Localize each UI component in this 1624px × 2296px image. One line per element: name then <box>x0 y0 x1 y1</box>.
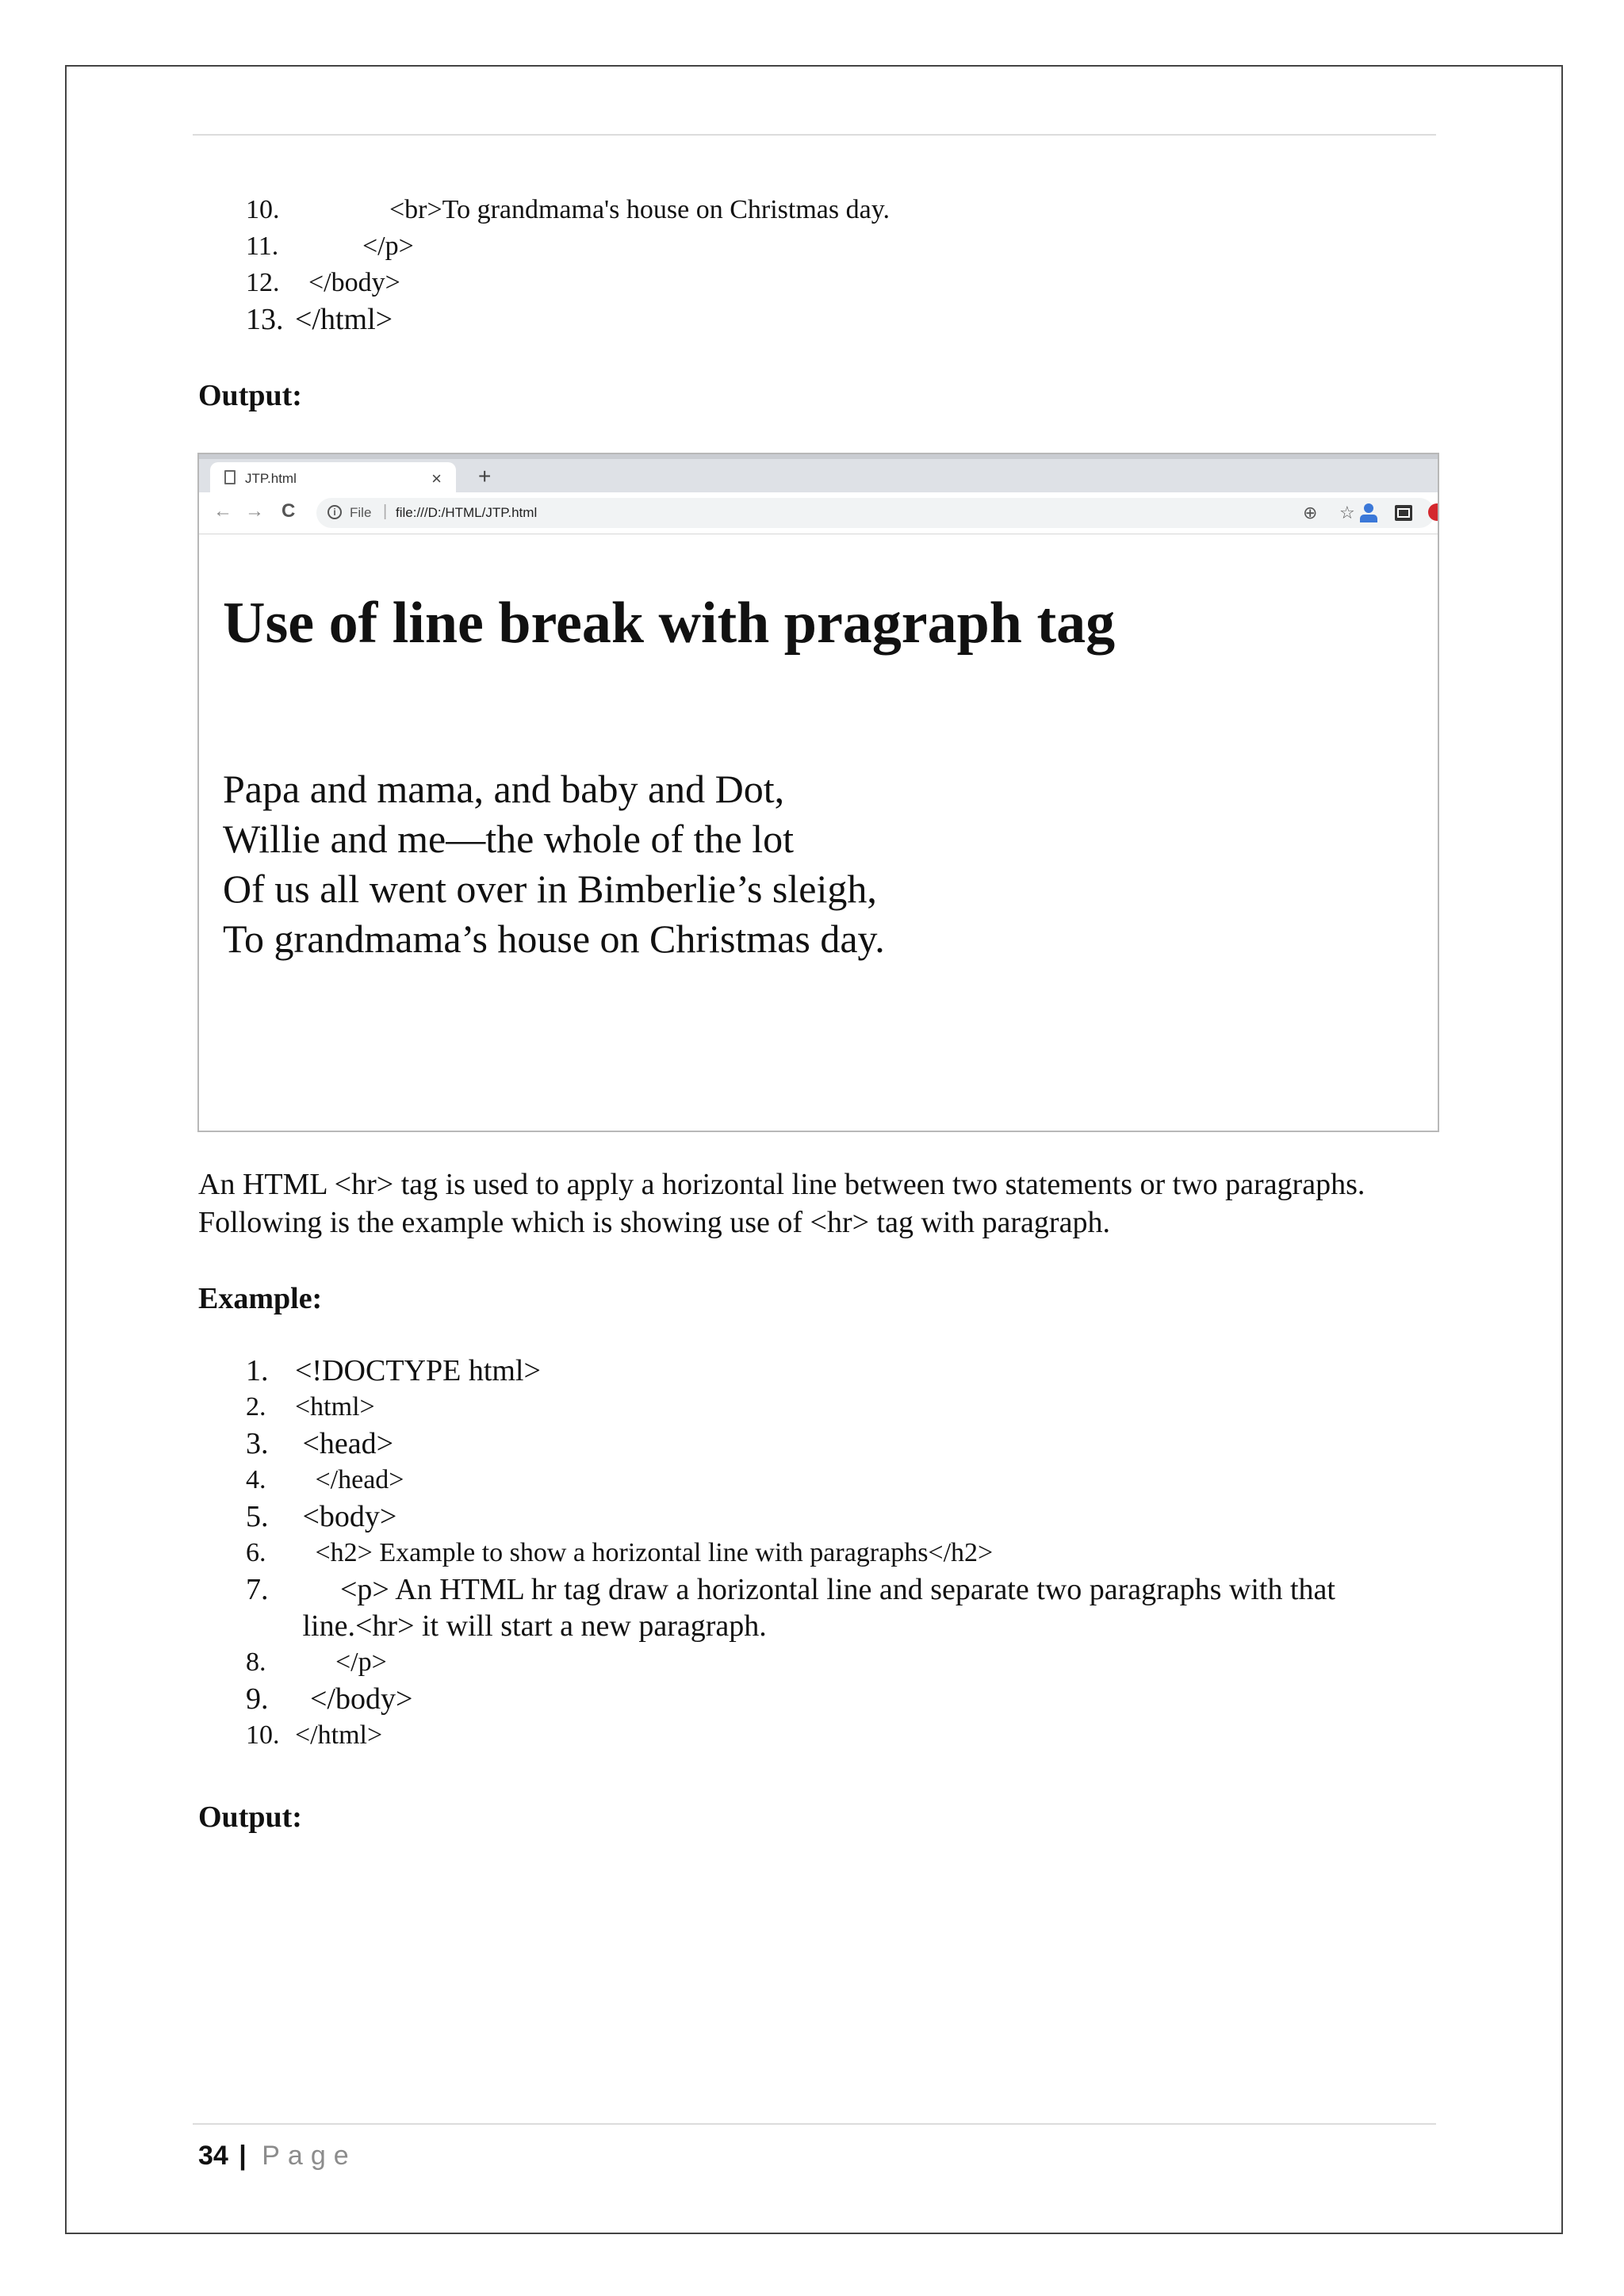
code-text: <h2> Example to show a horizontal line with paragraphs</h2> <box>295 1538 994 1567</box>
output-heading: Output: <box>198 379 302 412</box>
line-number: 5. <box>246 1500 269 1533</box>
poem-line: Of us all went over in Bimberlie’s sleigh, <box>223 867 877 911</box>
tab-strip <box>199 454 1438 492</box>
page-number: 34 <box>198 2141 228 2171</box>
code-text: <head> <box>295 1427 394 1460</box>
poem-line: Willie and me—the whole of the lot <box>223 817 795 861</box>
zoom-icon[interactable]: ⊕ <box>1303 503 1318 522</box>
code-line <box>246 1389 1335 1425</box>
mail-extension-icon[interactable] <box>1395 505 1412 521</box>
code-text: </head> <box>295 1465 404 1494</box>
line-number: 12. <box>246 268 280 297</box>
new-tab-button[interactable]: + <box>478 464 492 488</box>
back-arrow-icon[interactable]: ← <box>213 500 232 522</box>
code-text: <br>To grandmama's house on Christmas day. <box>295 195 891 224</box>
code-text: <body> <box>295 1500 397 1533</box>
browser-viewport <box>199 534 1438 1131</box>
line-number: 8. <box>246 1647 266 1677</box>
code-line <box>246 1608 1335 1644</box>
line-number: 1. <box>246 1354 269 1387</box>
code-text: </body> <box>295 1682 413 1716</box>
footer-rule <box>193 2123 1436 2125</box>
reload-icon[interactable]: C <box>282 500 296 522</box>
code-text: </body> <box>295 268 400 297</box>
code-line <box>246 1462 1335 1498</box>
footer-separator: | <box>239 2141 247 2171</box>
line-number: 10. <box>246 1720 280 1750</box>
code-text: </p> <box>295 1647 387 1677</box>
line-number: 13. <box>246 303 284 336</box>
code-line <box>246 1644 1335 1681</box>
code-line <box>246 192 890 228</box>
info-icon[interactable]: i <box>327 505 342 519</box>
code-line <box>246 228 890 265</box>
browser-toolbar <box>199 492 1438 534</box>
line-number: 10. <box>246 195 280 224</box>
code-line <box>246 301 890 338</box>
line-number: 9. <box>246 1682 269 1716</box>
line-number: 11. <box>246 232 279 261</box>
line-number: 7. <box>246 1573 269 1606</box>
hr-description: An HTML <hr> tag is used to apply a horizontal line between two statements or two paragraphs. Following is the example which is showing use of <hr> tag with paragraph. <box>198 1168 1365 1239</box>
line-number: 2. <box>246 1392 266 1422</box>
page-footer <box>198 2141 357 2172</box>
page-label: Page <box>262 2141 357 2171</box>
example-code-listing <box>246 1353 1335 1754</box>
url-separator: | <box>383 503 388 520</box>
line-number: 6. <box>246 1538 266 1567</box>
code-text: </html> <box>295 1720 383 1750</box>
code-line <box>246 1535 1335 1571</box>
rendered-heading: Use of line break with pragraph tag <box>223 591 1116 656</box>
browser-screenshot <box>197 453 1439 1132</box>
code-line <box>246 1571 1335 1608</box>
forward-arrow-icon[interactable]: → <box>245 500 264 522</box>
line-number: 4. <box>246 1465 266 1494</box>
poem-line: Papa and mama, and baby and Dot, <box>223 767 785 811</box>
code-line <box>246 265 890 301</box>
output-heading: Output: <box>198 1800 302 1834</box>
url-scheme: File <box>350 505 372 520</box>
code-line <box>246 1681 1335 1717</box>
code-line <box>246 1425 1335 1462</box>
code-text: <p> An HTML hr tag draw a horizontal line and separate two paragraphs with that <box>295 1573 1335 1606</box>
address-bar[interactable] <box>316 498 1434 528</box>
code-text: line.<hr> it will start a new paragraph. <box>295 1609 767 1643</box>
code-line <box>246 1353 1335 1389</box>
bookmark-star-icon[interactable]: ☆ <box>1339 503 1355 522</box>
profile-extension-icon[interactable] <box>1360 503 1377 522</box>
poem-line: To grandmama’s house on Christmas day. <box>223 916 885 961</box>
code-text: </html> <box>295 303 393 336</box>
code-text: <html> <box>295 1392 375 1422</box>
code-line <box>246 1498 1335 1535</box>
code-line <box>246 1717 1335 1754</box>
line-number: 3. <box>246 1427 269 1460</box>
rendered-paragraph <box>223 764 885 964</box>
top-code-listing <box>246 192 890 338</box>
url-text: file:///D:/HTML/JTP.html <box>396 505 538 520</box>
tab-title: JTP.html <box>245 471 297 486</box>
example-heading: Example: <box>198 1282 323 1315</box>
document-icon <box>224 470 236 484</box>
code-text: </p> <box>295 232 414 261</box>
close-tab-icon[interactable]: × <box>431 469 442 488</box>
code-text: <!DOCTYPE html> <box>295 1354 541 1387</box>
header-rule <box>193 134 1436 136</box>
